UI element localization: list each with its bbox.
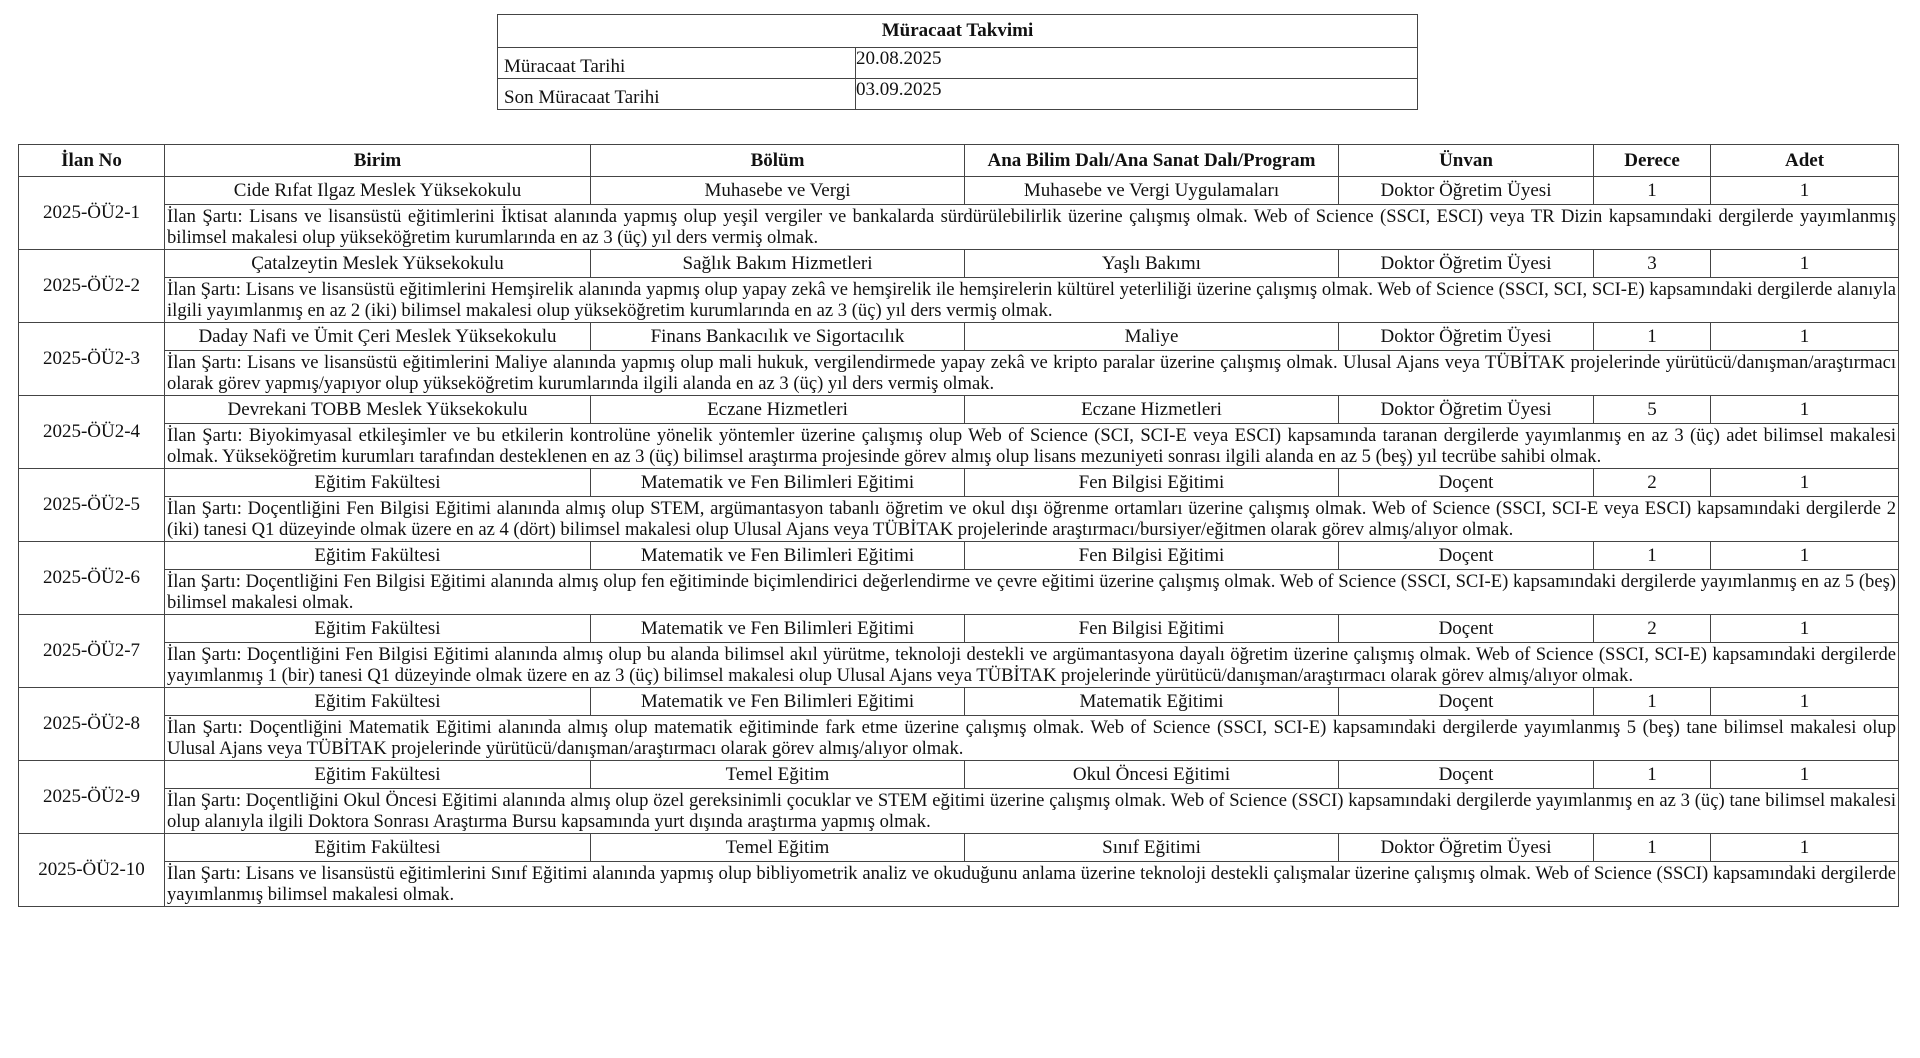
degree-cell: 3 [1594,250,1711,278]
program-cell: Fen Bilgisi Eğitimi [965,542,1339,570]
department-cell: Muhasebe ve Vergi [591,177,965,205]
condition-row [19,424,1899,469]
department-cell: Matematik ve Fen Bilimleri Eğitimi [591,469,965,497]
program-cell: Eczane Hizmetleri [965,396,1339,424]
program-cell: Sınıf Eğitimi [965,834,1339,862]
listing-condition: İlan Şartı: Biyokimyasal etkileşimler ve bu etkilerin kontrolüne yönelik yöntemler üzerine çalışmış olup Web of Science (SCI, SCI-E veya ESCI) kapsamında taranan dergilerde yayımlanmış en az 3 (üç) adet bilimsel makalesi olmak. Yükseköğretim kurumları tarafından desteklenen en az 3 (üç) bilimsel araştırma projesinde görev almış olup lisans mezuniyeti sonrası ilgili alanda en az 5 (beş) yıl tecrübe sahibi olmak. [165,424,1899,469]
degree-cell: 1 [1594,834,1711,862]
table-row [19,688,1899,716]
title-cell: Doktor Öğretim Üyesi [1339,177,1594,205]
degree-cell: 2 [1594,615,1711,643]
title-cell: Doçent [1339,688,1594,716]
listing-condition: İlan Şartı: Doçentliğini Fen Bilgisi Eğitimi alanında almış olup STEM, argümantasyon tabanlı öğretim ve okul dışı öğrenme ortamları üzerine çalışmış olmak. Web of Science (SSCI, SCI-E veya ESCI) kapsamındaki dergilerde 2 (iki) tanesi Q1 düzeyinde olmak üzere en az 4 (dört) bilimsel makalesi olup Ulusal Ajans veya TÜBİTAK projelerinde araştırmacı/bursiyer/eğitmen olarak görev almış/alıyor olmak. [165,497,1899,542]
title-cell: Doktor Öğretim Üyesi [1339,396,1594,424]
table-header-row [19,145,1899,177]
unit-cell: Eğitim Fakültesi [165,542,591,570]
listing-number: 2025-ÖÜ2-7 [19,615,165,688]
table-row [19,761,1899,789]
program-cell: Yaşlı Bakımı [965,250,1339,278]
department-cell: Temel Eğitim [591,834,965,862]
header-ana-bilim-dali: Ana Bilim Dalı/Ana Sanat Dalı/Program [965,145,1339,177]
listing-condition: İlan Şartı: Lisans ve lisansüstü eğitimlerini Sınıf Eğitimi alanında yapmış olup bibliyometrik analiz ve okuduğunu anlama üzerine teknoloji destekli çalışmalar üzerine çalışmış olmak. Web of Science (SSCI) kapsamındaki dergilerde yayımlanmış bilimsel makalesi olmak. [165,862,1899,907]
degree-cell: 5 [1594,396,1711,424]
listing-condition: İlan Şartı: Lisans ve lisansüstü eğitimlerini İktisat alanında yapmış olup yeşil vergiler ve bankalarda sürdürülebilirlik üzerine çalışmış olmak. Web of Science (SSCI, ESCI) veya TR Dizin kapsamındaki dergilerde yayımlanmış bilimsel makalesi olup yükseköğretim kurumlarında en az 3 (üç) yıl ders vermiş olmak. [165,205,1899,250]
unit-cell: Eğitim Fakültesi [165,834,591,862]
deadline-label: Son Müracaat Tarihi [498,79,856,110]
unit-cell: Çatalzeytin Meslek Yüksekokulu [165,250,591,278]
department-cell: Eczane Hizmetleri [591,396,965,424]
department-cell: Matematik ve Fen Bilimleri Eğitimi [591,542,965,570]
condition-row [19,570,1899,615]
title-cell: Doçent [1339,615,1594,643]
count-cell: 1 [1711,396,1899,424]
condition-row [19,862,1899,907]
title-cell: Doktor Öğretim Üyesi [1339,834,1594,862]
condition-row [19,643,1899,688]
deadline-value: 03.09.2025 [856,79,1418,110]
unit-cell: Eğitim Fakültesi [165,761,591,789]
program-cell: Fen Bilgisi Eğitimi [965,469,1339,497]
table-row [19,396,1899,424]
degree-cell: 2 [1594,469,1711,497]
listing-number: 2025-ÖÜ2-9 [19,761,165,834]
count-cell: 1 [1711,177,1899,205]
program-cell: Okul Öncesi Eğitimi [965,761,1339,789]
listing-number: 2025-ÖÜ2-8 [19,688,165,761]
listing-number: 2025-ÖÜ2-1 [19,177,165,250]
count-cell: 1 [1711,469,1899,497]
unit-cell: Devrekani TOBB Meslek Yüksekokulu [165,396,591,424]
degree-cell: 1 [1594,542,1711,570]
listing-condition: İlan Şartı: Doçentliğini Fen Bilgisi Eğitimi alanında almış olup bu alanda bilimsel akıl yürütme, teknoloji destekli ve argümantasyona dayalı öğretim üzerine çalışmış olmak. Web of Science (SSCI, SCI-E) kapsamındaki dergilerde yayımlanmış 1 (bir) tanesi Q1 düzeyinde olmak üzere en az 3 (üç) bilimsel makalesi olup Ulusal Ajans veya TÜBİTAK projelerinde yürütücü/danışman/araştırmacı olarak görev almış/alıyor olmak. [165,643,1899,688]
degree-cell: 1 [1594,761,1711,789]
condition-row [19,351,1899,396]
unit-cell: Cide Rıfat Ilgaz Meslek Yüksekokulu [165,177,591,205]
department-cell: Matematik ve Fen Bilimleri Eğitimi [591,615,965,643]
condition-row [19,789,1899,834]
unit-cell: Eğitim Fakültesi [165,688,591,716]
listing-number: 2025-ÖÜ2-5 [19,469,165,542]
title-cell: Doçent [1339,761,1594,789]
title-cell: Doçent [1339,542,1594,570]
header-adet: Adet [1711,145,1899,177]
application-calendar-table [497,14,1418,110]
listing-condition: İlan Şartı: Doçentliğini Matematik Eğitimi alanında almış olup matematik eğitiminde fark etme üzerine çalışmış olmak. Web of Science (SSCI, SCI-E) kapsamındaki dergilerde yayımlanmış 5 (beş) tane bilimsel makalesi olup Ulusal Ajans veya TÜBİTAK projelerinde yürütücü/danışman/araştırmacı olarak görev almış/alıyor olmak. [165,716,1899,761]
condition-row [19,716,1899,761]
condition-row [19,278,1899,323]
degree-cell: 1 [1594,323,1711,351]
listing-number: 2025-ÖÜ2-6 [19,542,165,615]
degree-cell: 1 [1594,688,1711,716]
positions-table [18,144,1899,907]
listing-number: 2025-ÖÜ2-3 [19,323,165,396]
application-date-value: 20.08.2025 [856,48,1418,79]
department-cell: Sağlık Bakım Hizmetleri [591,250,965,278]
condition-row [19,497,1899,542]
table-row [19,834,1899,862]
condition-row [19,205,1899,250]
listing-number: 2025-ÖÜ2-2 [19,250,165,323]
program-cell: Matematik Eğitimi [965,688,1339,716]
listing-number: 2025-ÖÜ2-10 [19,834,165,907]
count-cell: 1 [1711,323,1899,351]
count-cell: 1 [1711,250,1899,278]
listing-condition: İlan Şartı: Lisans ve lisansüstü eğitimlerini Maliye alanında yapmış olup mali hukuk, vergilendirmede yapay zekâ ve kripto paralar üzerine çalışmış olmak. Ulusal Ajans veya TÜBİTAK projelerinde yürütücü/danışman/araştırmacı olarak görev yapmış/yapıyor olup yükseköğretim kurumlarında ilgili alanda en az 3 (üç) yıl ders vermiş olmak. [165,351,1899,396]
program-cell: Fen Bilgisi Eğitimi [965,615,1339,643]
header-unvan: Ünvan [1339,145,1594,177]
title-cell: Doktor Öğretim Üyesi [1339,323,1594,351]
table-row [19,542,1899,570]
header-ilan-no: İlan No [19,145,165,177]
department-cell: Temel Eğitim [591,761,965,789]
table-row [19,469,1899,497]
title-cell: Doçent [1339,469,1594,497]
program-cell: Muhasebe ve Vergi Uygulamaları [965,177,1339,205]
listing-number: 2025-ÖÜ2-4 [19,396,165,469]
table-row [19,323,1899,351]
program-cell: Maliye [965,323,1339,351]
listing-condition: İlan Şartı: Doçentliğini Fen Bilgisi Eğitimi alanında almış olup fen eğitiminde biçimlendirici değerlendirme ve çevre eğitimi üzerine çalışmış olmak. Web of Science (SSCI, SCI-E) kapsamındaki dergilerde yayımlanmış en az 5 (beş) bilimsel makalesi olmak. [165,570,1899,615]
department-cell: Matematik ve Fen Bilimleri Eğitimi [591,688,965,716]
department-cell: Finans Bankacılık ve Sigortacılık [591,323,965,351]
listing-condition: İlan Şartı: Lisans ve lisansüstü eğitimlerini Hemşirelik alanında yapmış olup yapay zekâ ve hemşirelik ile hemşirelerin kültürel yeterliliği üzerine çalışmış olmak. Web of Science (SSCI, SCI, SCI-E) kapsamındaki dergilerde alanıyla ilgili yayımlanmış en az 2 (iki) bilimsel makalesi olup yükseköğretim kurumlarında en az 3 (üç) yıl ders vermiş olmak. [165,278,1899,323]
listing-condition: İlan Şartı: Doçentliğini Okul Öncesi Eğitimi alanında almış olup özel gereksinimli çocuklar ve STEM eğitimi üzerine çalışmış olmak. Web of Science (SSCI) kapsamındaki dergilerde yayımlanmış en az 3 (üç) tane bilimsel makalesi olup alanıyla ilgili Doktora Sonrası Araştırma Bursu kapsamında yurt dışında araştırma yapmış olmak. [165,789,1899,834]
application-date-label: Müracaat Tarihi [498,48,856,79]
header-bolum: Bölüm [591,145,965,177]
unit-cell: Eğitim Fakültesi [165,615,591,643]
count-cell: 1 [1711,542,1899,570]
header-birim: Birim [165,145,591,177]
degree-cell: 1 [1594,177,1711,205]
title-cell: Doktor Öğretim Üyesi [1339,250,1594,278]
count-cell: 1 [1711,615,1899,643]
header-derece: Derece [1594,145,1711,177]
unit-cell: Eğitim Fakültesi [165,469,591,497]
unit-cell: Daday Nafi ve Ümit Çeri Meslek Yüksekokulu [165,323,591,351]
count-cell: 1 [1711,761,1899,789]
calendar-title: Müracaat Takvimi [498,15,1418,48]
count-cell: 1 [1711,688,1899,716]
count-cell: 1 [1711,834,1899,862]
table-row [19,177,1899,205]
table-row [19,615,1899,643]
table-row [19,250,1899,278]
